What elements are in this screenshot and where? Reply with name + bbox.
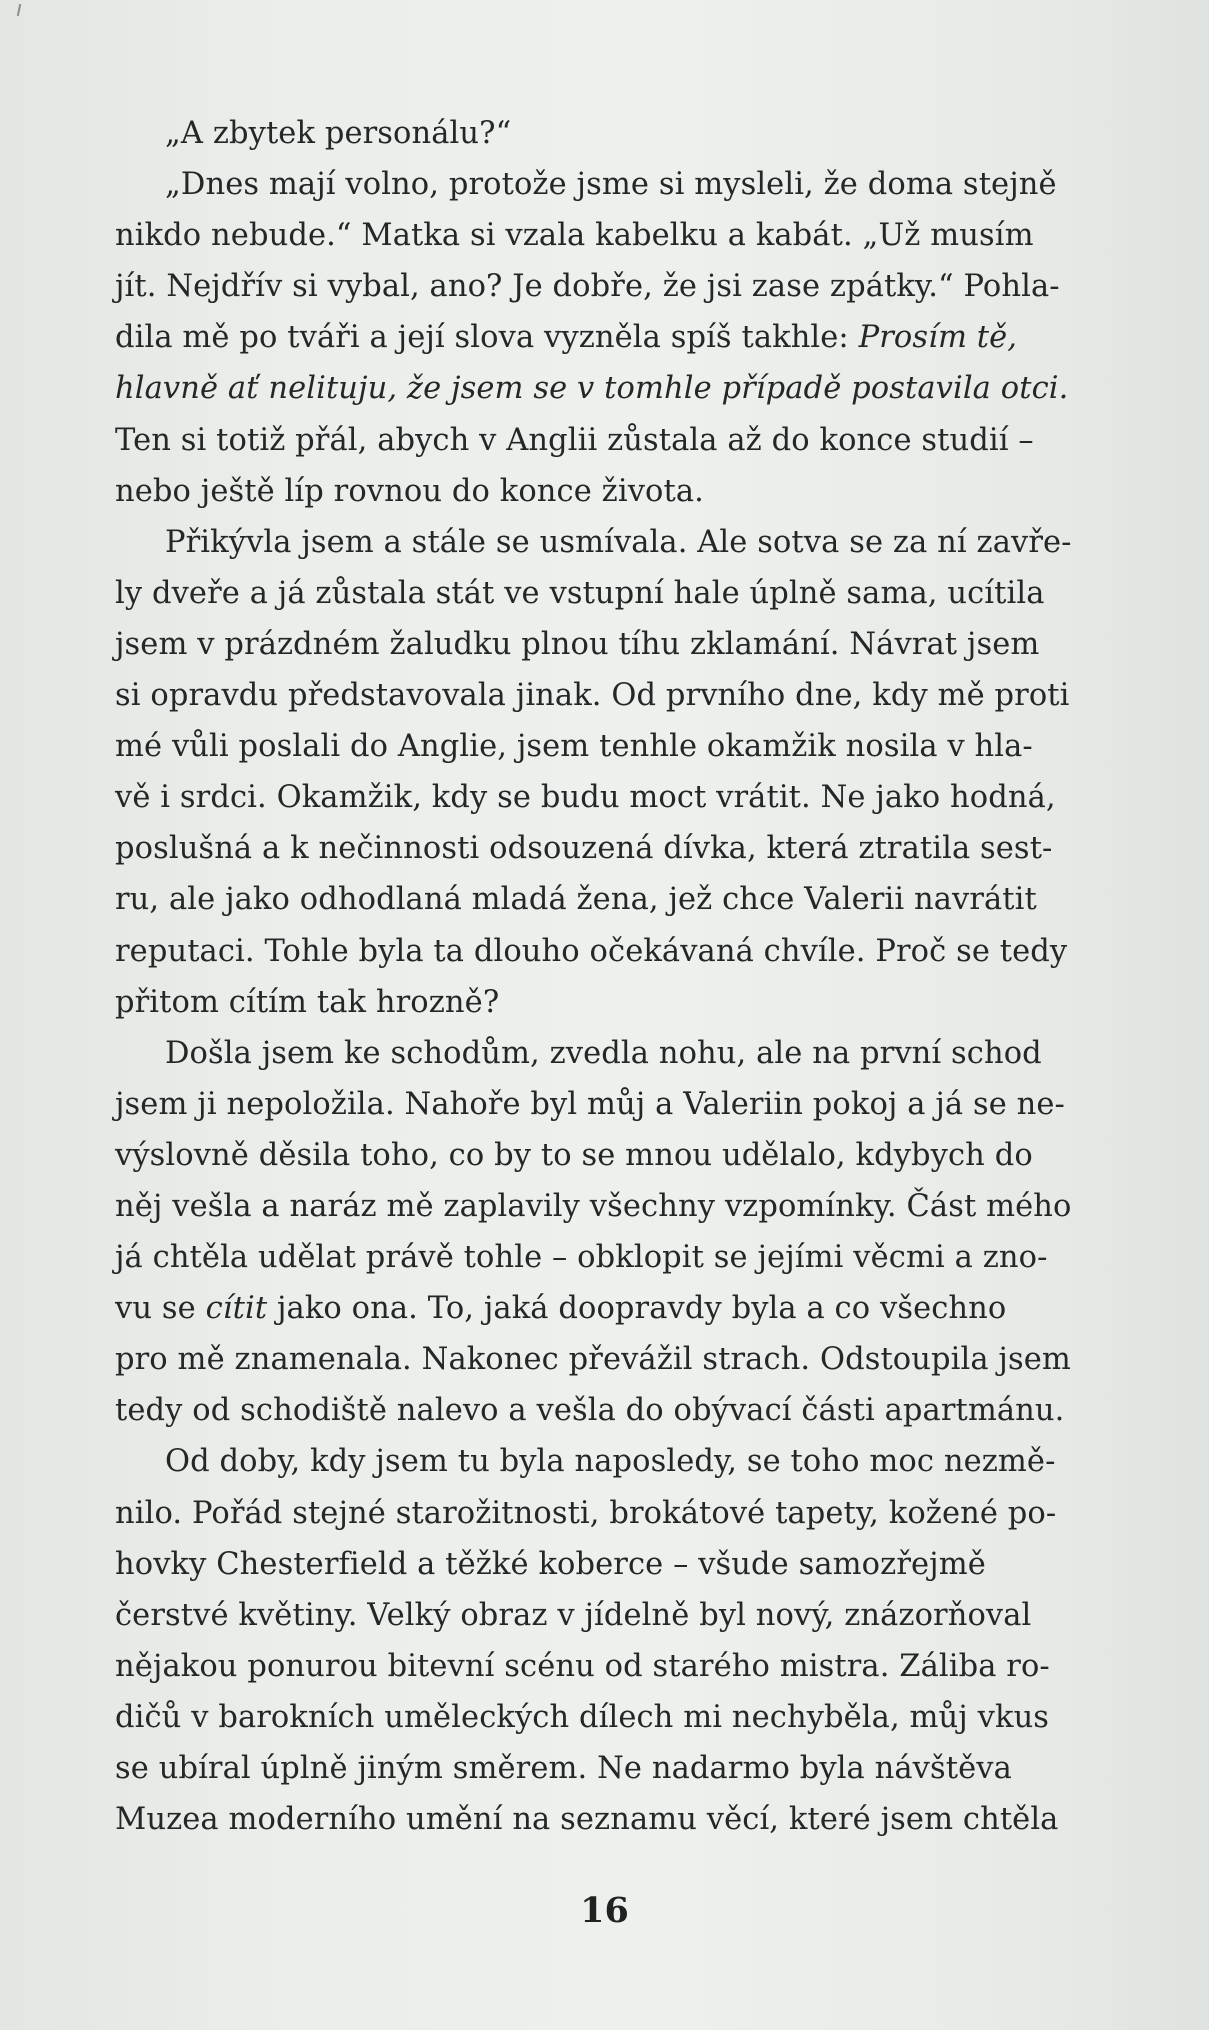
paragraph xyxy=(115,108,1095,159)
text-line: jsem v prázdném žaludku plnou tíhu zklamání. Návrat jsem xyxy=(115,626,1040,662)
text-line: nebo ještě líp rovnou do konce života. xyxy=(115,473,704,509)
italic-text: cítit xyxy=(205,1291,268,1327)
text-line: vě i srdci. Okamžik, kdy se budu moct vrátit. Ne jako hodná, xyxy=(115,780,1056,816)
text-line: „Dnes mají volno, protože jsme si mysleli, že doma stejně xyxy=(165,167,1057,203)
text-line: tedy od schodiště nalevo a vešla do obývací části apartmánu. xyxy=(115,1393,1065,1429)
page-number: 16 xyxy=(580,1890,629,1931)
text-line: jít. Nejdřív si vybal, ano? Je dobře, že jsi zase zpátky.“ Pohla- xyxy=(115,269,1060,305)
italic-text: Prosím tě, xyxy=(858,320,1018,356)
text-line: jsem ji nepoložila. Nahoře byl můj a Valeriin pokoj a já se ne- xyxy=(115,1086,1065,1122)
paragraph xyxy=(115,1436,1095,1845)
text-line: čerstvé květiny. Velký obraz v jídelně byl nový, znázorňoval xyxy=(115,1597,1032,1633)
paragraph xyxy=(115,517,1095,1028)
text-line: Ten si totiž přál, abych v Anglii zůstala až do konce studií – xyxy=(115,422,1034,458)
body-text xyxy=(115,108,1095,1845)
text-line: něj vešla a naráz mě zaplavily všechny vzpomínky. Část mého xyxy=(115,1188,1072,1224)
page-edge-mark xyxy=(17,4,21,16)
text-line: hovky Chesterfield a těžké koberce – všude samozřejmě xyxy=(115,1546,986,1582)
text-line: mé vůli poslali do Anglie, jsem tenhle okamžik nosila v hla- xyxy=(115,729,1033,765)
text-line: nějakou ponurou bitevní scénu od starého mistra. Záliba ro- xyxy=(115,1648,1050,1684)
text-line: reputaci. Tohle byla ta dlouho očekávaná chvíle. Proč se tedy xyxy=(115,933,1068,969)
text-line: poslušná a k nečinnosti odsouzená dívka, která ztratila sest- xyxy=(115,831,1053,867)
text-run: dila mě po tváři a její slova vyzněla spíš takhle: xyxy=(115,320,859,356)
text-line: nikdo nebude.“ Matka si vzala kabelku a kabát. „Už musím xyxy=(115,218,1034,254)
text-line: dičů v barokních uměleckých dílech mi nechyběla, můj vkus xyxy=(115,1699,1050,1735)
text-line: pro mě znamenala. Nakonec převážil strach. Odstoupila jsem xyxy=(115,1342,1071,1378)
paragraph xyxy=(115,159,1095,517)
text-line: ru, ale jako odhodlaná mladá žena, jež chce Valerii navrátit xyxy=(115,882,1037,918)
text-line: já chtěla udělat právě tohle – obklopit se jejími věcmi a zno- xyxy=(115,1240,1048,1276)
text-line: Od doby, kdy jsem tu byla naposledy, se toho moc nezmě- xyxy=(165,1444,1056,1480)
text-run: vu se xyxy=(115,1291,206,1327)
text-run: jako ona. To, jaká doopravdy byla a co všechno xyxy=(267,1291,1007,1327)
text-line: ly dveře a já zůstala stát ve vstupní hale úplně sama, ucítila xyxy=(115,575,1045,611)
italic-text: hlavně ať nelituju, že jsem se v tomhle případě postavila otci. xyxy=(115,371,1069,407)
text-line: nilo. Pořád stejné starožitnosti, brokátové tapety, kožené po- xyxy=(115,1495,1057,1531)
text-line: Muzea moderního umění na seznamu věcí, které jsem chtěla xyxy=(115,1802,1059,1838)
text-line: Došla jsem ke schodům, zvedla nohu, ale na první schod xyxy=(165,1035,1042,1071)
text-line xyxy=(115,363,1095,414)
text-line: přitom cítím tak hrozně? xyxy=(115,984,500,1020)
text-line: „A zbytek personálu?“ xyxy=(165,116,512,151)
text-line: výslovně děsila toho, co by to se mnou udělalo, kdybych do xyxy=(115,1137,1033,1173)
paragraph xyxy=(115,1028,1095,1437)
text-line xyxy=(115,1283,1095,1334)
text-line xyxy=(115,312,1095,363)
text-line: si opravdu představovala jinak. Od prvního dne, kdy mě proti xyxy=(115,678,1070,714)
text-line: se ubíral úplně jiným směrem. Ne nadarmo byla návštěva xyxy=(115,1751,1012,1786)
text-line: Přikývla jsem a stále se usmívala. Ale sotva se za ní zavře- xyxy=(165,524,1072,560)
